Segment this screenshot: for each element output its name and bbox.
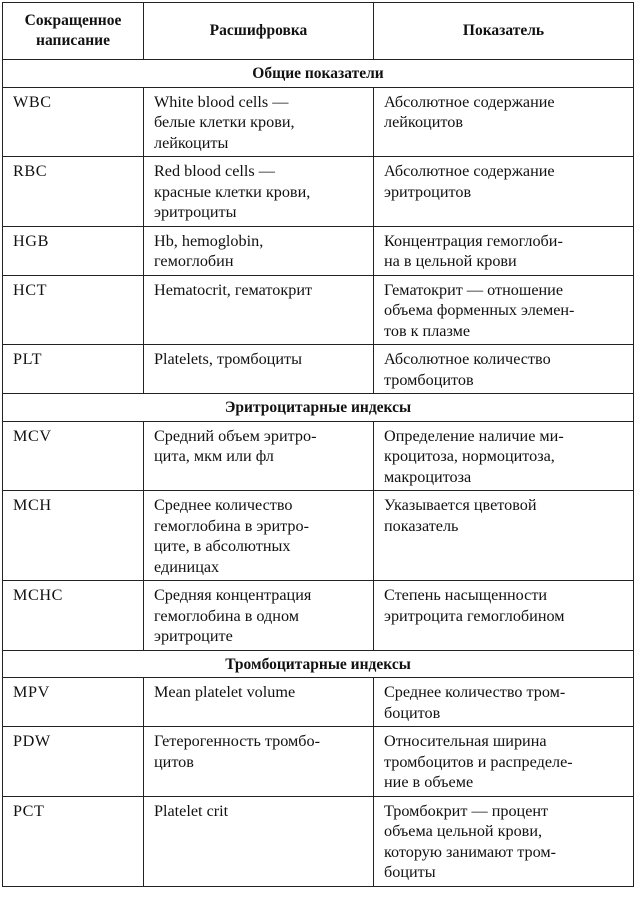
decoding-cell [144,727,374,797]
indicator-line: Тромбокрит — процент [384,801,549,820]
section-row [3,650,634,678]
header-indicator-line: Показатель [462,22,545,39]
indicator-cell [374,226,634,275]
decoding-line: гемоглобина в эритро- [154,516,309,535]
decoding-line: Средний объем эритро- [154,426,317,445]
indicator-line: Концентрация гемоглоби- [384,231,563,250]
indicator-line: тромбоцитов и распределе- [384,752,573,771]
decoding-line: Hematocrit, гематокрит [154,280,313,299]
decoding-line: красные клетки крови, [154,182,311,201]
indicator-cell [374,581,634,651]
header-row [3,3,634,60]
abbreviation-cell: MCH [3,491,144,581]
decoding-line: гемоглобин [154,252,234,270]
decoding-line: цита, мкм или фл [154,447,274,465]
section-title: Эритроцитарные индексы [3,394,634,422]
decoding-line: цитов [154,752,194,771]
decoding-line: эритроците [154,627,233,645]
decoding-cell [144,491,374,581]
indicator-cell [374,678,634,727]
decoding-cell [144,581,374,651]
table-row [3,678,634,727]
indicator-cell [374,157,634,227]
indicator-line: кроцитоза, нормоцитоза, [384,447,555,465]
decoding-line: ците, в абсолютных [154,537,291,555]
header-abbreviation-line: Сокращенное [24,12,122,29]
decoding-line: Hb, hemoglobin, [154,231,264,250]
header-decoding-line: Расшифровка [209,22,308,39]
indicator-line: эритроцита гемоглобином [384,606,565,625]
decoding-cell [144,157,374,227]
decoding-line: Среднее количество [154,496,293,514]
indicator-cell [374,345,634,394]
decoding-line: Platelets, тромбоциты [154,350,302,368]
abbreviation-cell: PCT [3,796,144,886]
section-row [3,60,634,88]
indicator-line: Указывается цветовой [384,496,537,514]
indicator-line: объема форменных элемен- [384,301,575,319]
table-row [3,581,634,651]
decoding-line: Гетерогенность тромбо- [154,732,320,750]
indicator-cell [374,87,634,157]
indicator-cell [374,275,634,345]
decoding-line: эритроциты [154,203,237,221]
indicator-cell [374,796,634,886]
indicator-line: Определение наличие ми- [384,426,564,445]
abbreviation-cell: MCV [3,421,144,491]
table-row [3,796,634,886]
abbreviation-cell: RBC [3,157,144,227]
decoding-cell [144,678,374,727]
header-indicator [374,3,634,60]
decoding-cell [144,275,374,345]
decoding-line: единицах [154,557,220,576]
table-row [3,275,634,345]
header-abbreviation [3,3,144,60]
indicator-line: которую занимают тром- [384,842,556,861]
indicator-line: Абсолютное содержание [384,92,555,111]
indicator-line: лейкоцитов [384,113,463,131]
indicator-line: Среднее количество тром- [384,683,566,701]
table-body [3,3,634,887]
decoding-cell [144,345,374,394]
indicator-line: эритроцитов [384,182,472,201]
header-decoding [144,3,374,60]
indicator-line: показатель [384,516,459,535]
section-title: Тромбоцитарные индексы [3,650,634,678]
table-row [3,727,634,797]
indicator-line: боцитов [384,703,441,722]
indicator-line: Относительная ширина [384,732,547,750]
decoding-cell [144,796,374,886]
indicator-line: боциты [384,863,436,881]
abbreviation-cell: WBC [3,87,144,157]
table-wrapper [2,2,634,887]
decoding-line: Platelet crit [154,801,229,820]
decoding-line: гемоглобина в одном [154,606,299,625]
abbreviation-cell: MPV [3,678,144,727]
decoding-line: Средняя концентрация [154,586,312,604]
indicator-cell [374,727,634,797]
abbreviation-cell: HGB [3,226,144,275]
decoding-line: лейкоциты [154,133,229,152]
decoding-line: Mean platelet volume [154,683,296,701]
indicator-line: Абсолютное количество [384,350,551,368]
section-row [3,394,634,422]
abbreviation-cell: HCT [3,275,144,345]
decoding-cell [144,226,374,275]
abbreviation-cell: PDW [3,727,144,797]
table-row [3,87,634,157]
indicator-line: Гематокрит — отношение [384,280,564,299]
decoding-line: белые клетки крови, [154,113,295,131]
decoding-cell [144,87,374,157]
indicator-line: тов к плазме [384,321,471,340]
indicator-cell [374,491,634,581]
table-row [3,226,634,275]
table-row [3,421,634,491]
table-row [3,157,634,227]
indicator-line: макроцитоза [384,467,472,486]
section-title: Общие показатели [3,60,634,88]
abbreviation-cell: PLT [3,345,144,394]
decoding-line: Red blood cells — [154,162,275,180]
decoding-line: White blood cells — [154,92,289,111]
table-row [3,345,634,394]
abbreviation-cell: MCHC [3,581,144,651]
decoding-cell [144,421,374,491]
indicator-line: объема цельной крови, [384,822,543,840]
indicator-line: Степень насыщенности [384,586,548,604]
indicator-line: ние в объеме [384,773,474,791]
blood-indices-table [2,2,634,887]
indicator-cell [374,421,634,491]
header-abbreviation-line: написание [36,32,110,49]
indicator-line: тромбоцитов [384,370,474,389]
indicator-line: Абсолютное содержание [384,162,555,180]
table-row [3,491,634,581]
indicator-line: на в цельной крови [384,252,517,270]
